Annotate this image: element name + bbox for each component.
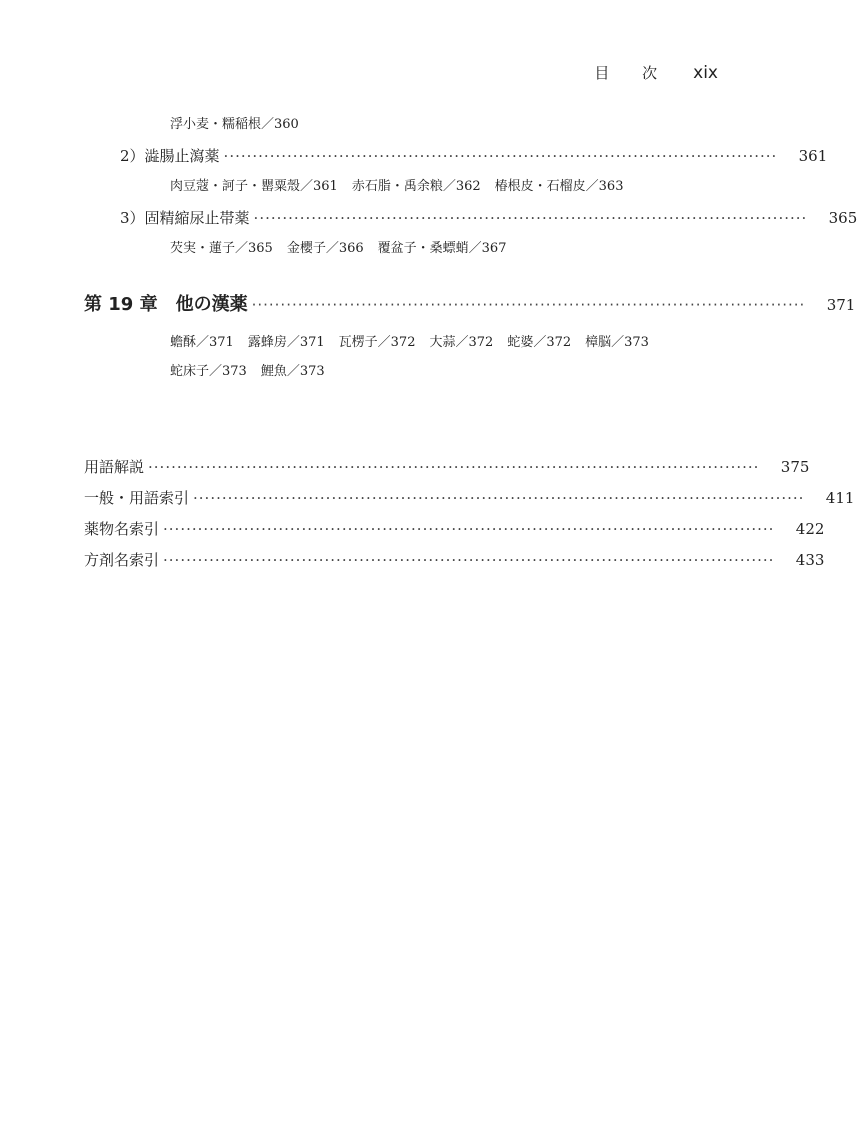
entry-title: 方剤名索引	[84, 551, 160, 569]
entry-subline	[170, 331, 663, 350]
entry-title: 一般・用語索引	[84, 489, 190, 507]
entry-page: 411	[825, 489, 855, 507]
subentry: 瓦楞子／372	[338, 335, 416, 350]
entry-page: 375	[780, 458, 810, 476]
entry-subline	[170, 175, 637, 194]
entry-subline	[170, 237, 520, 256]
entry-subline	[170, 360, 339, 379]
subentry: 鯉魚／373	[260, 364, 325, 379]
running-header	[594, 62, 718, 83]
leader-dots: ··········································································································	[163, 551, 775, 569]
subentry: 芡実・蓮子／365	[170, 241, 273, 256]
entry-page: 371	[826, 296, 856, 314]
subentry: 椿根皮・石榴皮／363	[494, 179, 624, 194]
subentry: 赤石脂・禹余粮／362	[351, 179, 481, 194]
header-page-number: xix	[693, 63, 718, 83]
entry-page: 422	[795, 520, 825, 538]
subentry: 樟脳／373	[585, 335, 649, 350]
toc-entry-drug-index[interactable]	[84, 518, 825, 539]
entry-page: 433	[795, 551, 825, 569]
entry-page: 365	[828, 209, 857, 227]
entry-title: 薬物名索引	[84, 520, 160, 538]
subentry: 大蒜／372	[429, 335, 494, 350]
toc-entry-glossary[interactable]	[84, 456, 810, 477]
subentry: 金櫻子／366	[286, 241, 364, 256]
subentry: 覆盆子・桑螵蛸／367	[377, 241, 507, 256]
leader-dots: ································································································	[223, 147, 778, 165]
chapter-title: 第 19 章 他の漢薬	[84, 294, 248, 315]
entry-title: 用語解説	[84, 458, 145, 476]
leader-dots: ··········································································································	[163, 520, 775, 538]
subentry: 蛇婆／372	[507, 335, 572, 350]
leader-dots: ································································································	[253, 209, 808, 227]
entry-page: 361	[798, 147, 828, 165]
toc-entry-general-index[interactable]	[84, 487, 855, 508]
leader-dots: ··········································································································	[148, 458, 760, 476]
entry-title: 2）澁腸止瀉薬	[120, 147, 220, 165]
subentry: 蟾酥／371	[170, 335, 234, 350]
toc-entry-formula-index[interactable]	[84, 549, 825, 570]
entry-subline: 浮小麦・糯稲根／360	[170, 117, 299, 132]
header-label: 目 次	[594, 64, 672, 82]
entry-title: 3）固精縮尿止帯薬	[120, 209, 250, 227]
leader-dots: ··········································································································	[193, 489, 805, 507]
toc-entry-section-2[interactable]	[120, 145, 828, 166]
subentry: 肉豆蔻・訶子・罌粟殼／361	[170, 179, 338, 194]
leader-dots: ································································································	[251, 296, 806, 314]
subentry: 露蜂房／371	[247, 335, 325, 350]
toc-entry-section-3[interactable]	[120, 207, 857, 228]
toc-entry-chapter-19[interactable]	[84, 290, 856, 316]
subentry: 蛇床子／373	[170, 364, 247, 379]
